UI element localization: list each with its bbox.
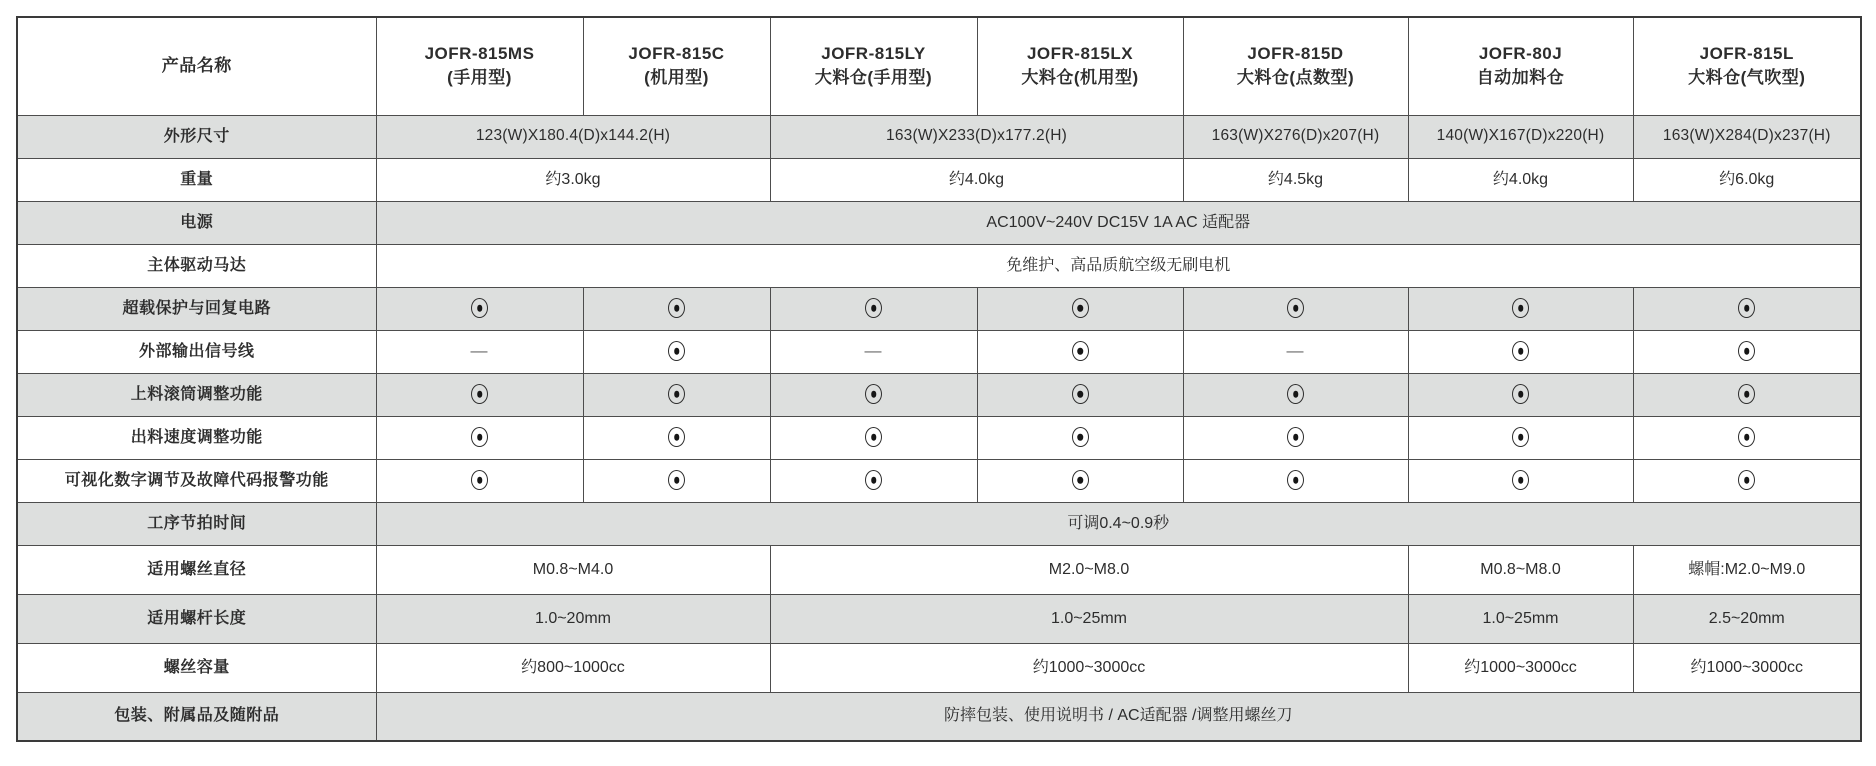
row-label: 工序节拍时间	[17, 502, 376, 545]
spec-cell	[770, 416, 977, 459]
feature-present-icon	[1512, 298, 1529, 318]
product-subtitle: 大料仓(机用型)	[1021, 68, 1139, 88]
feature-present-icon	[1512, 470, 1529, 490]
row-label: 超载保护与回复电路	[17, 287, 376, 330]
product-model: JOFR-815LY	[821, 43, 926, 63]
feature-present-icon	[1738, 298, 1755, 318]
product-subtitle: (机用型)	[644, 68, 709, 88]
spec-cell	[977, 330, 1183, 373]
spec-cell	[770, 287, 977, 330]
spec-cell	[583, 287, 770, 330]
feature-present-icon	[865, 298, 882, 318]
feature-present-icon	[1512, 341, 1529, 361]
spec-cell	[376, 459, 583, 502]
spec-cell	[1408, 373, 1633, 416]
spec-cell: 2.5~20mm	[1633, 594, 1861, 643]
table-row	[17, 692, 1861, 741]
table-row	[17, 373, 1861, 416]
spec-cell	[1633, 373, 1861, 416]
spec-cell	[1183, 459, 1408, 502]
spec-cell: 123(W)X180.4(D)x144.2(H)	[376, 115, 770, 158]
table-row	[17, 244, 1861, 287]
feature-present-icon	[668, 427, 685, 447]
feature-present-icon	[668, 470, 685, 490]
spec-cell	[1183, 330, 1408, 373]
spec-cell: 1.0~20mm	[376, 594, 770, 643]
feature-present-icon	[668, 341, 685, 361]
row-label: 螺丝容量	[17, 643, 376, 692]
feature-present-icon	[1072, 298, 1089, 318]
table-row	[17, 459, 1861, 502]
row-label: 适用螺丝直径	[17, 545, 376, 594]
feature-present-icon	[865, 470, 882, 490]
spec-cell: 免维护、高品质航空级无刷电机	[376, 244, 1861, 287]
feature-present-icon	[1287, 470, 1304, 490]
header-product-jofr-815ms	[376, 17, 583, 115]
spec-cell	[1183, 287, 1408, 330]
row-label: 包装、附属品及随附品	[17, 692, 376, 741]
spec-cell	[770, 373, 977, 416]
spec-cell	[376, 330, 583, 373]
spec-table-body	[17, 115, 1861, 741]
spec-cell	[583, 330, 770, 373]
spec-cell: 约800~1000cc	[376, 643, 770, 692]
spec-cell: 140(W)X167(D)x220(H)	[1408, 115, 1633, 158]
spec-cell: 1.0~25mm	[770, 594, 1408, 643]
product-model: JOFR-80J	[1478, 43, 1563, 63]
feature-present-icon	[1738, 470, 1755, 490]
feature-present-icon	[1512, 427, 1529, 447]
feature-present-icon	[668, 384, 685, 404]
spec-cell: 螺帽:M2.0~M9.0	[1633, 545, 1861, 594]
spec-cell	[1633, 416, 1861, 459]
table-row	[17, 330, 1861, 373]
spec-cell	[1183, 373, 1408, 416]
table-row	[17, 115, 1861, 158]
feature-present-icon	[471, 384, 488, 404]
product-model: JOFR-815L	[1699, 43, 1794, 63]
spec-cell	[1633, 287, 1861, 330]
table-row	[17, 545, 1861, 594]
spec-cell: 约4.0kg	[1408, 158, 1633, 201]
feature-present-icon	[1738, 427, 1755, 447]
spec-cell: 约1000~3000cc	[1408, 643, 1633, 692]
spec-cell: 约6.0kg	[1633, 158, 1861, 201]
product-model: JOFR-815D	[1247, 43, 1344, 63]
row-label: 出料速度调整功能	[17, 416, 376, 459]
spec-cell	[376, 416, 583, 459]
spec-cell: 约4.0kg	[770, 158, 1183, 201]
spec-cell	[770, 330, 977, 373]
row-label: 电源	[17, 201, 376, 244]
row-label: 可视化数字调节及故障代码报警功能	[17, 459, 376, 502]
product-subtitle: 自动加料仓	[1476, 68, 1565, 88]
row-label: 重量	[17, 158, 376, 201]
spec-cell	[770, 459, 977, 502]
feature-present-icon	[471, 427, 488, 447]
product-model: JOFR-815C	[628, 43, 725, 63]
spec-cell	[977, 287, 1183, 330]
spec-cell	[583, 373, 770, 416]
spec-cell	[376, 287, 583, 330]
feature-present-icon	[1287, 298, 1304, 318]
row-label: 外部输出信号线	[17, 330, 376, 373]
table-row	[17, 416, 1861, 459]
spec-cell: 1.0~25mm	[1408, 594, 1633, 643]
table-row	[17, 502, 1861, 545]
spec-cell	[1408, 459, 1633, 502]
spec-cell	[583, 459, 770, 502]
spec-cell	[1408, 287, 1633, 330]
spec-cell	[1408, 330, 1633, 373]
feature-present-icon	[668, 298, 685, 318]
header-product-jofr-815l	[1633, 17, 1861, 115]
feature-present-icon	[1512, 384, 1529, 404]
feature-present-icon	[1738, 341, 1755, 361]
feature-absent-mark: —	[470, 341, 489, 361]
spec-cell	[977, 416, 1183, 459]
feature-present-icon	[865, 384, 882, 404]
feature-present-icon	[1072, 341, 1089, 361]
spec-cell: 163(W)X233(D)x177.2(H)	[770, 115, 1183, 158]
spec-cell	[376, 373, 583, 416]
header-product-jofr-815lx	[977, 17, 1183, 115]
product-subtitle: 大料仓(点数型)	[1236, 68, 1355, 88]
header-product-jofr-815c	[583, 17, 770, 115]
row-label: 上料滚筒调整功能	[17, 373, 376, 416]
table-row	[17, 158, 1861, 201]
spec-cell: AC100V~240V DC15V 1A AC 适配器	[376, 201, 1861, 244]
feature-present-icon	[1072, 470, 1089, 490]
table-row	[17, 287, 1861, 330]
feature-absent-mark: —	[1286, 341, 1305, 361]
header-product-jofr-815d	[1183, 17, 1408, 115]
row-label: 主体驱动马达	[17, 244, 376, 287]
feature-present-icon	[1072, 384, 1089, 404]
product-model: JOFR-815LX	[1026, 43, 1134, 63]
header-row	[17, 17, 1861, 115]
header-product-jofr-815ly	[770, 17, 977, 115]
product-subtitle: 大料仓(手用型)	[814, 68, 933, 88]
feature-present-icon	[471, 298, 488, 318]
table-row	[17, 201, 1861, 244]
product-subtitle: 大料仓(气吹型)	[1688, 68, 1806, 88]
spec-cell	[977, 459, 1183, 502]
table-row	[17, 643, 1861, 692]
spec-cell	[1408, 416, 1633, 459]
spec-cell: 163(W)X284(D)x237(H)	[1633, 115, 1861, 158]
spec-cell	[583, 416, 770, 459]
header-product-jofr-80j	[1408, 17, 1633, 115]
spec-table	[16, 16, 1862, 742]
spec-cell: M0.8~M8.0	[1408, 545, 1633, 594]
feature-absent-mark: —	[864, 341, 883, 361]
spec-cell: 防摔包装、使用说明书 / AC适配器 /调整用螺丝刀	[376, 692, 1861, 741]
spec-cell: 163(W)X276(D)x207(H)	[1183, 115, 1408, 158]
spec-cell	[1183, 416, 1408, 459]
spec-cell: 约1000~3000cc	[770, 643, 1408, 692]
spec-cell: 约1000~3000cc	[1633, 643, 1861, 692]
spec-cell: M2.0~M8.0	[770, 545, 1408, 594]
product-subtitle: (手用型)	[447, 68, 512, 88]
feature-present-icon	[1287, 427, 1304, 447]
spec-cell: 约3.0kg	[376, 158, 770, 201]
row-label: 外形尺寸	[17, 115, 376, 158]
spec-cell: 可调0.4~0.9秒	[376, 502, 1861, 545]
spec-cell: M0.8~M4.0	[376, 545, 770, 594]
header-product-name: 产品名称	[17, 17, 376, 115]
table-row	[17, 594, 1861, 643]
spec-cell: 约4.5kg	[1183, 158, 1408, 201]
feature-present-icon	[1287, 384, 1304, 404]
spec-cell	[977, 373, 1183, 416]
row-label: 适用螺杆长度	[17, 594, 376, 643]
feature-present-icon	[1072, 427, 1089, 447]
spec-cell	[1633, 459, 1861, 502]
spec-cell	[1633, 330, 1861, 373]
product-model: JOFR-815MS	[424, 43, 535, 63]
feature-present-icon	[1738, 384, 1755, 404]
feature-present-icon	[471, 470, 488, 490]
feature-present-icon	[865, 427, 882, 447]
